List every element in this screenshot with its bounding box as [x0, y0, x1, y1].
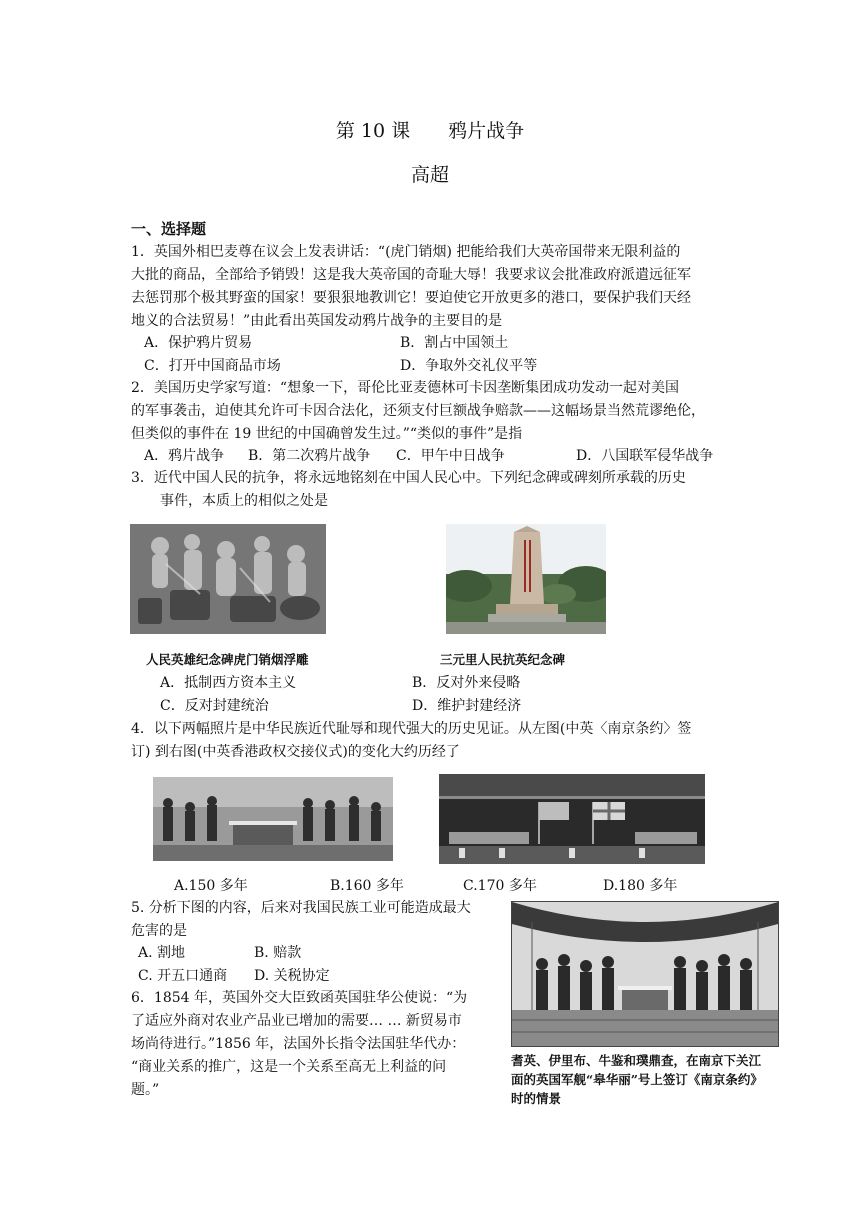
q6-line-5: 题。” — [131, 1082, 160, 1098]
q1-option-d: D．争取外交礼仪平等 — [400, 358, 538, 374]
q2-line-3: 但类似的事件在 19 世纪的中国确曾发生过。”“类似的事件”是指 — [131, 426, 523, 442]
q2-option-a: A．鸦片战争 — [144, 448, 225, 464]
q2-line-1: 2．美国历史学家写道：“想象一下，哥伦比亚麦德林可卡因垄断集团成功发动一起对美国 — [131, 380, 680, 396]
q3-option-a: A．抵制西方资本主义 — [160, 675, 297, 691]
q3-option-d: D．维护封建经济 — [412, 698, 522, 714]
q5-option-d: D. 关税协定 — [254, 968, 330, 984]
q3-option-b: B．反对外来侵略 — [412, 675, 521, 691]
q1-line-2: 大批的商品，全部给予销毁！这是我大英帝国的奇耻大辱！我要求议会批准政府派遣远征军 — [131, 267, 691, 283]
q4-option-d: D.180 多年 — [603, 878, 678, 894]
q4-line-1: 4．以下两幅照片是中华民族近代耻辱和现代强大的历史见证。从左图(中英〈南京条约〉签 — [131, 721, 692, 737]
sanyuanli-monument-photo — [446, 524, 606, 634]
q1-line-3: 去惩罚那个极其野蛮的国家！要狠狠地教训它！要迫使它开放更多的港口，要保护我们天经 — [131, 290, 691, 306]
q3-option-c: C．反对封建统治 — [160, 698, 269, 714]
q6-line-2: 了适应外商对农业产品业已增加的需要… … 新贸易市 — [131, 1013, 462, 1029]
q1-line-1: 1．英国外相巴麦尊在议会上发表讲话：“(虎门销烟) 把能给我们大英帝国带来无限利益的 — [131, 244, 681, 260]
q5-line-1: 5. 分析下图的内容，后来对我国民族工业可能造成最大 — [131, 900, 471, 916]
caption-sanyuanli-monument: 三元里人民抗英纪念碑 — [440, 652, 566, 667]
q6-line-4: “商业关系的推广，这是一个关系至高无上利益的问 — [131, 1059, 447, 1075]
humen-relief-photo — [130, 524, 326, 634]
q4-option-b: B.160 多年 — [330, 878, 404, 894]
author-name: 高超 — [410, 164, 449, 186]
q4-option-a: A.150 多年 — [174, 878, 248, 894]
q2-line-2: 的军事袭击，迫使其允许可卡因合法化，还须支付巨额战争赔款——这幅场景当然荒谬绝伦， — [131, 403, 705, 419]
q1-option-b: B．割占中国领土 — [400, 335, 509, 351]
q1-option-c: C．打开中国商品市场 — [144, 358, 281, 374]
treaty-signing-engraving — [511, 901, 779, 1047]
caption-treaty-line-2: 面的英国军舰“皋华丽”号上签订《南京条约》 — [511, 1072, 763, 1087]
q6-line-1: 6．1854 年，英国外交大臣致函英国驻华公使说：“为 — [131, 990, 468, 1006]
q3-line-1: 3．近代中国人民的抗争，将永远地铭刻在中国人民心中。下列纪念碑或碑刻所承载的历史 — [131, 470, 686, 486]
q4-option-c: C.170 多年 — [463, 878, 537, 894]
q5-line-2: 危害的是 — [131, 923, 187, 939]
caption-treaty-line-1: 耆英、伊里布、牛鉴和璞鼎查，在南京下关江 — [511, 1053, 762, 1068]
hong-kong-handover-photo — [439, 774, 705, 864]
q3-line-2: 事件，本质上的相似之处是 — [160, 493, 328, 509]
q6-line-3: 场尚待进行。”1856 年，法国外长指令法国驻华代办： — [131, 1036, 466, 1052]
q2-option-d: D．八国联军侵华战争 — [576, 448, 714, 464]
q4-line-2: 订) 到右图(中英香港政权交接仪式)的变化大约历经了 — [131, 744, 460, 760]
q5-option-a: A. 割地 — [138, 945, 186, 961]
q2-option-b: B．第二次鸦片战争 — [248, 448, 371, 464]
caption-humen-relief: 人民英雄纪念碑虎门销烟浮雕 — [146, 652, 309, 667]
section-heading: 一、选择题 — [131, 220, 207, 238]
q1-line-4: 地义的合法贸易！”由此看出英国发动鸦片战争的主要目的是 — [131, 313, 503, 329]
q2-option-c: C．甲午中日战争 — [396, 448, 505, 464]
q5-option-b: B. 赔款 — [254, 945, 302, 961]
q5-option-c: C. 开五口通商 — [138, 968, 228, 984]
caption-treaty-line-3: 时的情景 — [511, 1091, 562, 1106]
nanjing-treaty-signing-photo — [153, 777, 393, 861]
q1-option-a: A．保护鸦片贸易 — [144, 335, 253, 351]
lesson-title: 第 10 课 鸦片战争 — [335, 120, 525, 142]
